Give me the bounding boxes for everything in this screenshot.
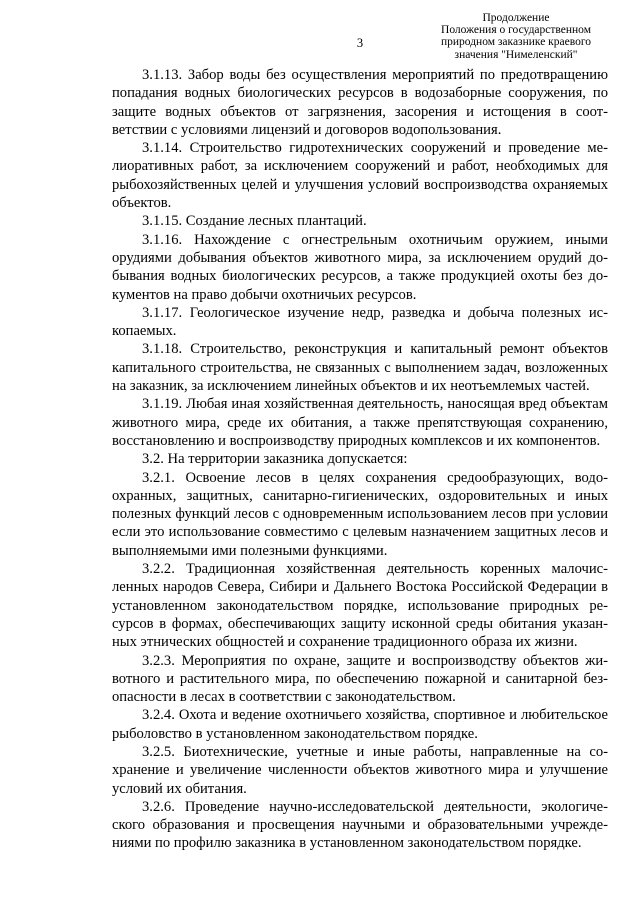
paragraph-3-2-5: 3.2.5. Биотехнические, учетные и иные работы, направленные на сохранение и увеличение численности объектов животного мира и улучшение условий их обитания.	[112, 743, 608, 797]
paragraph-3-1-19: 3.1.19. Любая иная хозяйственная деятельность, наносящая вред объектам животного мира, среде их обитания, а также препятствующая сохранению, восстановлению и воспроизводству природных комплексов и их компонентов.	[112, 396, 608, 449]
paragraph-3-1-14: 3.1.14. Строительство гидротехнических сооружений и проведение мелиоративных работ, за исключением сооружений и работ, необходимых для рыбохозяйственных целей и улучшения условий воспроизводства охраняемых объектов.	[112, 140, 608, 212]
paragraph-3-1-13: 3.1.13. Забор воды без осуществления мероприятий по предотвращению попадания водных биологических ресурсов в водозаборные сооружения, по защите водных объектов от загрязнения, засорения и истощения в соответствии с условиями лицензий и договоров водопользования.	[112, 67, 608, 138]
paragraph-3-2-4: 3.2.4. Охота и ведение охотничьего хозяйства, спортивное и любительское рыболовство в установленном законодательством порядке.	[112, 707, 608, 742]
paragraph-3-2: 3.2. На территории заказника допускается:	[142, 451, 408, 468]
paragraph-3-1-15: 3.1.15. Создание лесных плантаций.	[142, 213, 367, 230]
paragraph-3-1-16: 3.1.16. Нахождение с огнестрельным охотничьим оружием, иными орудиями добывания объектов животного мира, за исключением орудий добывания водных биологических ресурсов, а также продукцией охоты без документов на право добычи охотничьих ресурсов.	[112, 231, 608, 303]
paragraph-3-1-17: 3.1.17. Геологическое изучение недр, разведка и добыча полезных ископаемых.	[112, 304, 608, 340]
running-header-line: значения "Нимеленский"	[454, 48, 578, 61]
running-header-line: Положения о государственном	[441, 24, 591, 37]
paragraph-3-1-18: 3.1.18. Строительство, реконструкция и капитальный ремонт объектов капитального строительства, не связанных с выполнением задач, возложенных на заказник, за исключением линейных объектов и их неотъемлемых частей.	[112, 341, 608, 395]
paragraph-3-2-1: 3.2.1. Освоение лесов в целях сохранения средообразующих, водоохранных, защитных, санитарно-гигиенических, оздоровительных и иных полезных функций лесов с одновременным использованием лесов при условии если это использование совместимо с целевым назначением защитных лесов и выполняемыми ими полезными функциями.	[112, 469, 608, 559]
paragraph-3-2-3: 3.2.3. Мероприятия по охране, защите и воспроизводству объектов животного и растительного мира, по обеспечению пожарной и санитарной безопасности в лесах в соответствии с законодательством.	[112, 652, 608, 706]
document-body	[112, 66, 608, 853]
running-header-line: Продолжение	[482, 12, 550, 24]
paragraph-3-2-2: 3.2.2. Традиционная хозяйственная деятельность коренных малочисленных народов Севера, Сибири и Дальнего Востока Российской Федерации в установленном законодательством порядке, использование природных ресурсов в формах, обеспечивающих защиту исконной среды обитания указанных этнических общностей и сохранение традиционного образа их жизни.	[112, 561, 608, 651]
paragraph-3-2-6: 3.2.6. Проведение научно-исследовательской деятельности, экологического образования и просвещения научными и образовательными учреждениями по профилю заказника в установленном законодательством порядке.	[112, 798, 608, 852]
running-header	[416, 12, 616, 61]
page-number: 3	[356, 36, 364, 50]
running-header-line: природном заказнике краевого	[440, 36, 592, 49]
